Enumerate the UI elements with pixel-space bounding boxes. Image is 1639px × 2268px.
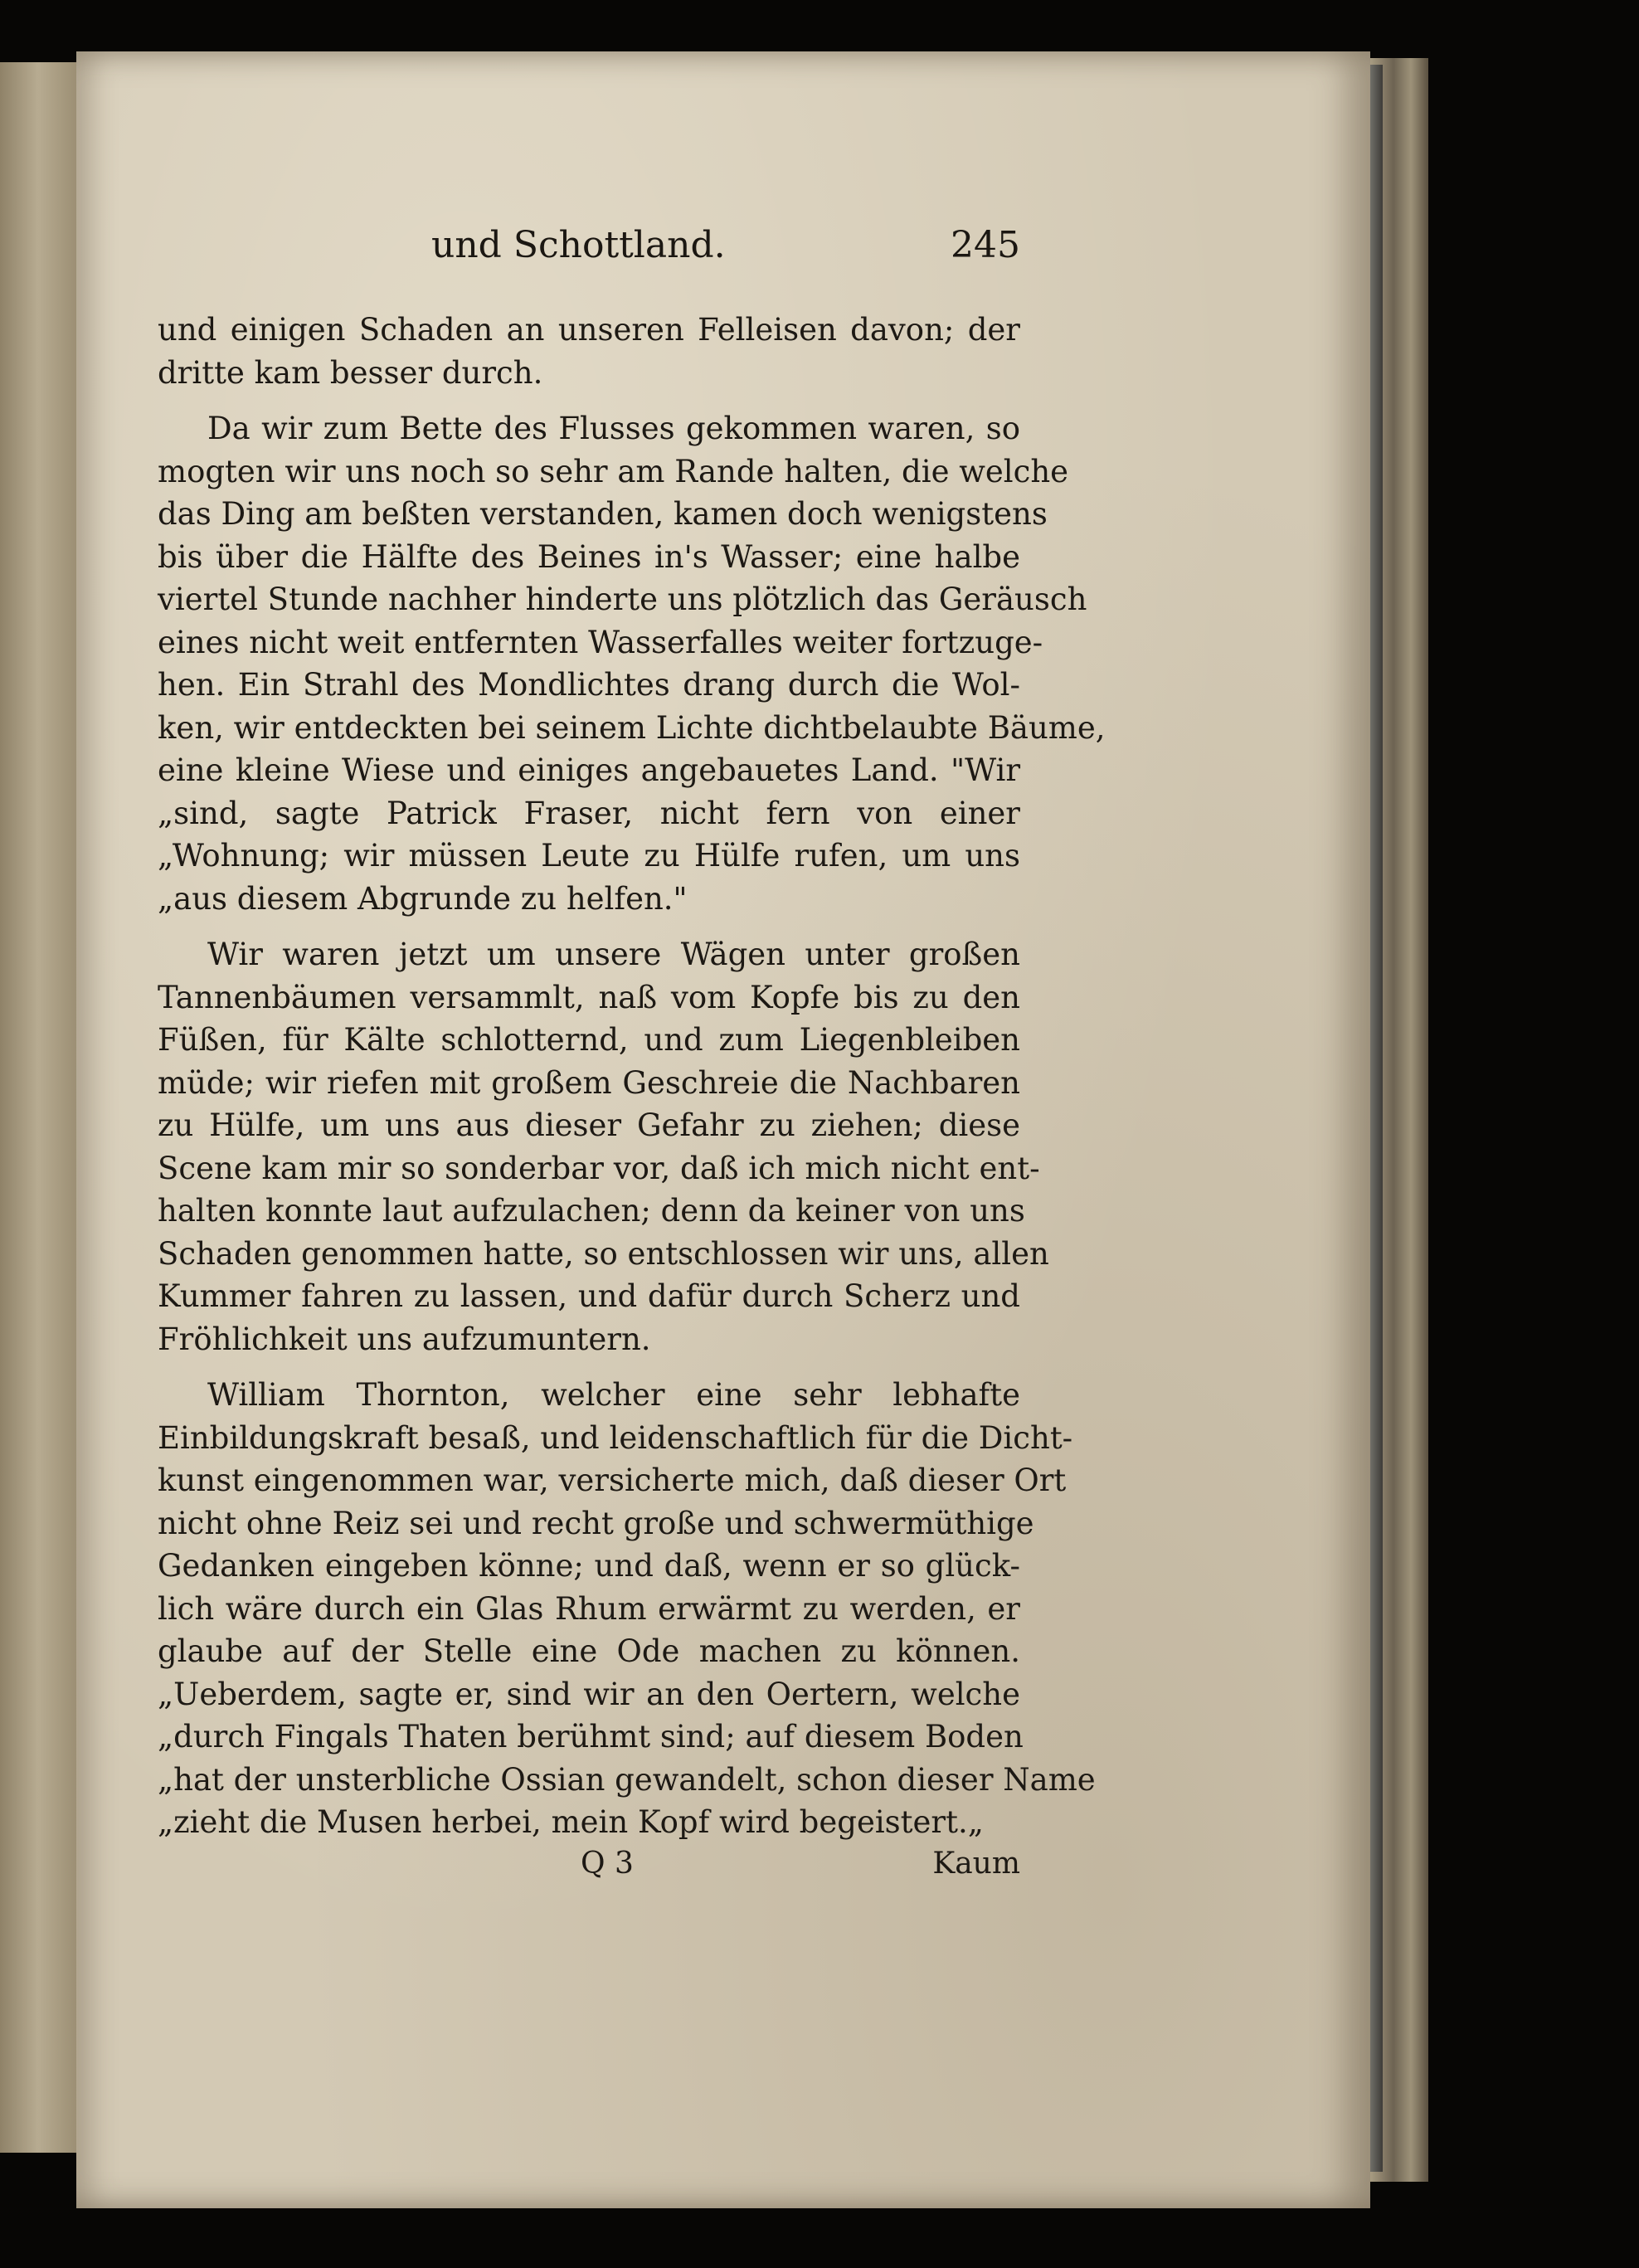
text-line: Kummer fahren zu lassen, und dafür durch Scherz und xyxy=(158,1278,1020,1314)
body-text xyxy=(158,309,1106,1844)
text-line: dritte kam besser durch. xyxy=(158,354,543,391)
text-line: viertel Stunde nachher hinderte uns plötzlich das Geräusch xyxy=(158,582,1087,617)
text-line: glaube auf der Stelle eine Ode machen zu können. xyxy=(158,1633,1020,1669)
text-line: und einigen Schaden an unseren Felleisen davon; der xyxy=(158,312,1020,348)
text-line: Füßen, für Kälte schlotternd, und zum Liegenbleiben xyxy=(158,1022,1020,1058)
text-line: lich wäre durch ein Glas Rhum erwärmt zu werden, er xyxy=(158,1590,1020,1627)
catchword: Kaum xyxy=(932,1847,1020,1881)
text-line: „sind, sagte Patrick Fraser, nicht fern von einer xyxy=(158,795,1020,831)
text-line: zu Hülfe, um uns aus dieser Gefahr zu ziehen; diese xyxy=(158,1107,1020,1143)
text-line: halten konnte laut aufzulachen; denn da keiner von uns xyxy=(158,1193,1025,1229)
text-line: Wir waren jetzt um unsere Wägen unter großen xyxy=(207,937,1020,972)
text-line: Tannenbäumen versammlt, naß vom Kopfe bis zu den xyxy=(158,979,1020,1015)
facing-page-edge xyxy=(0,62,79,2153)
text-line: „Wohnung; wir müssen Leute zu Hülfe rufen, um uns xyxy=(158,838,1020,874)
text-line: Schaden genommen hatte, so entschlossen wir uns, allen xyxy=(158,1235,1049,1272)
paragraph xyxy=(158,309,1020,394)
page-number: 245 xyxy=(951,224,1020,266)
text-line: hen. Ein Strahl des Mondlichtes drang durch die Wol- xyxy=(158,667,1020,703)
text-line: „zieht die Musen herbei, mein Kopf wird begeistert.„ xyxy=(158,1804,984,1840)
paragraph-gap xyxy=(158,1360,1020,1374)
text-line: bis über die Hälfte des Beines in's Wasser; eine halbe xyxy=(158,538,1020,575)
text-line: kunst eingenommen war, versicherte mich, daß dieser Ort xyxy=(158,1463,1067,1498)
text-line: „durch Fingals Thaten berühmt sind; auf diesem Boden xyxy=(158,1719,1024,1755)
text-line: müde; wir riefen mit großem Geschreie die Nachbaren xyxy=(158,1064,1020,1101)
paragraph xyxy=(158,933,1049,1360)
text-line: mogten wir uns noch so sehr am Rande halten, die welche xyxy=(158,453,1069,489)
paragraph xyxy=(158,407,1106,920)
text-line: Scene kam mir so sonderbar vor, daß ich mich nicht ent- xyxy=(158,1150,1040,1186)
signature-mark: Q 3 xyxy=(581,1847,634,1881)
paragraph-gap xyxy=(158,394,1020,407)
text-line: „Ueberdem, sagte er, sind wir an den Oertern, welche xyxy=(158,1676,1020,1712)
text-line: „hat der unsterbliche Ossian gewandelt, schon dieser Name xyxy=(158,1761,1096,1798)
page-footer xyxy=(158,1847,1020,1888)
text-line: das Ding am beßten verstanden, kamen doch wenigstens xyxy=(158,496,1048,532)
paragraph-gap xyxy=(158,920,1020,933)
page-header xyxy=(100,224,1020,282)
paragraph xyxy=(158,1374,1096,1844)
running-title: und Schottland. xyxy=(431,224,726,266)
text-line: eines nicht weit entfernten Wasserfalles weiter fortzuge- xyxy=(158,624,1043,660)
text-line: Gedanken eingeben könne; und daß, wenn er so glück- xyxy=(158,1548,1020,1584)
text-line: Einbildungskraft besaß, und leidenschaftlich für die Dicht- xyxy=(158,1419,1073,1456)
text-line: William Thornton, welcher eine sehr lebhafte xyxy=(207,1377,1020,1413)
text-line: „aus diesem Abgrunde zu helfen." xyxy=(158,880,688,917)
text-line: eine kleine Wiese und einiges angebauetes Land. "Wir xyxy=(158,752,1020,788)
text-line: Fröhlichkeit uns aufzumuntern. xyxy=(158,1321,651,1357)
text-line: ken, wir entdeckten bei seinem Lichte dichtbelaubte Bäume, xyxy=(158,709,1106,746)
text-line: Da wir zum Bette des Flusses gekommen waren, so xyxy=(207,411,1020,446)
text-line: nicht ohne Reiz sei und recht große und schwermüthige xyxy=(158,1505,1034,1541)
